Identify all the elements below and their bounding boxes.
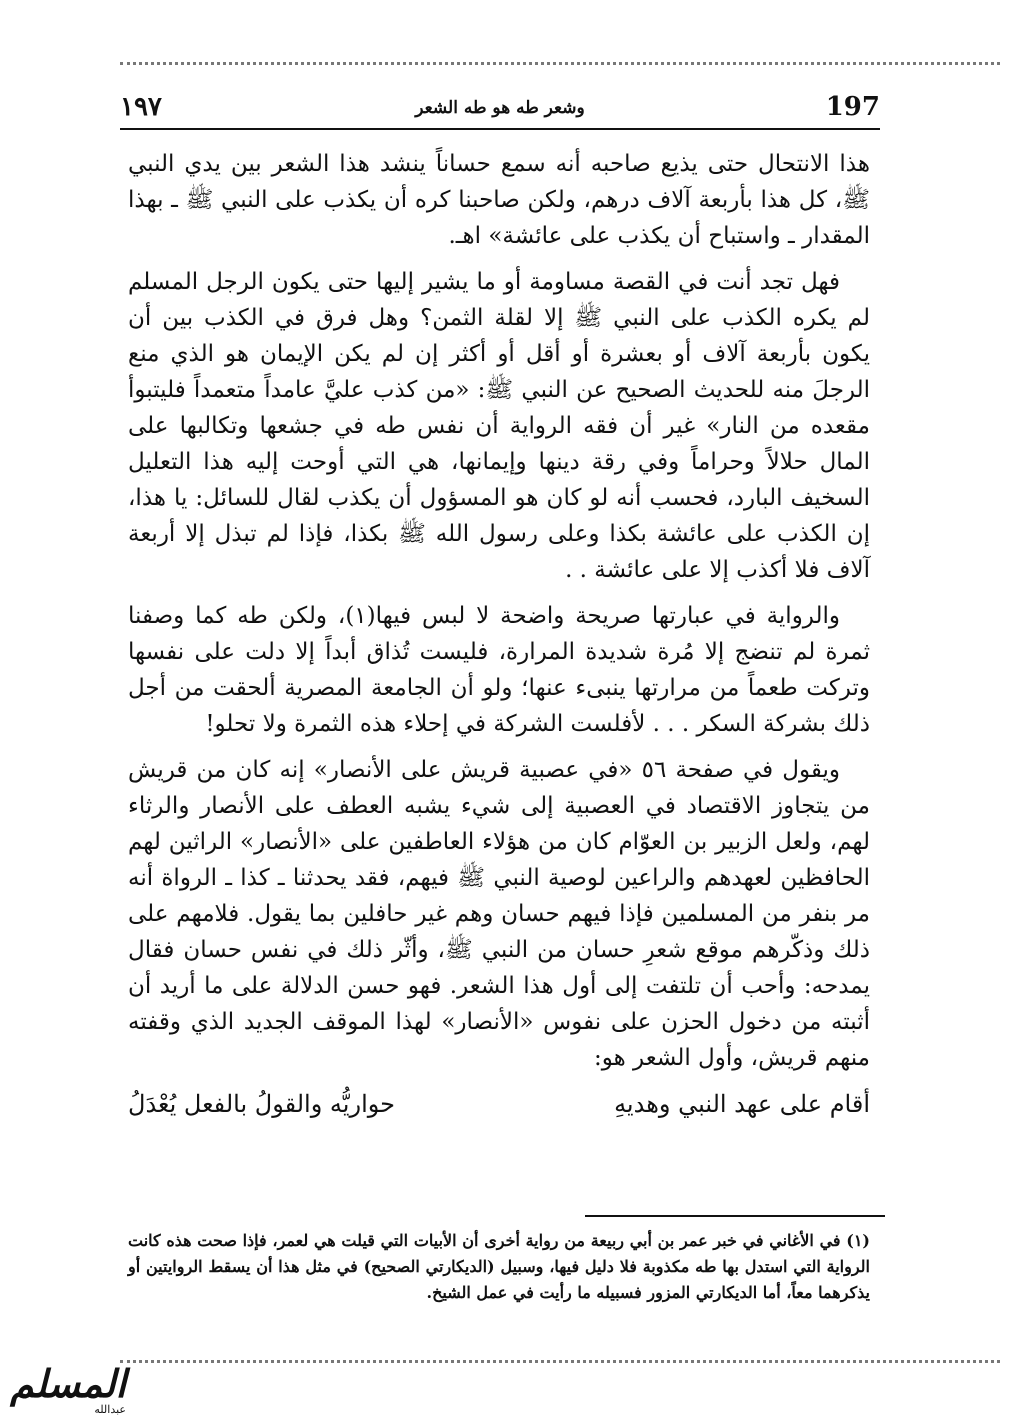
poem-verse [128,1086,870,1122]
footnote: (١) في الأغاني في خبر عمر بن أبي ربيعة من رواية أخرى أن الأبيات التي قيلت هي لعمر، فإذا صحت هذه كانت الرواية التي استدل بها طه مكذوبة فلا دليل فيها، وسبيل (الديكارتي الصحيح) في مثل هذا أن يسقط الروايتين أو يذكرهما معاً، أما الديكارتي المزور فسبيله ما رأيت في عمل الشيخ. [128,1231,870,1302]
watermark-sub: عبدالله [94,1403,126,1416]
verse-first-hemistich: أقام على عهد النبي وهديهِ [614,1090,870,1118]
header-rule [120,128,880,130]
main-text [128,146,870,1122]
paragraph-3: والرواية في عبارتها صريحة واضحة لا لبس فيها(١)، ولكن طه كما وصفنا ثمرة لم تنضج إلا مُرة شديدة المرارة، فليست تُذاق أبداً إلا دلت على نفسها وتركت طعماً من مرارتها ينبىء عنها؛ ولو أن الجامعة المصرية ألحقت من أجل ذلك بشركة السكر . . . لأفلست الشركة في إحلاء هذه الثمرة ولا تحلو! [128,603,870,737]
watermark-logo [6,1361,126,1420]
footnote-rule [585,1215,885,1217]
paragraph-1: هذا الانتحال حتى يذيع صاحبه أنه سمع حساناً ينشد هذا الشعر بين يدي النبي ﷺ، كل هذا بأربعة آلاف درهم، ولكن صاحبنا كره أن يكذب على النبي ﷺ ـ بهذا المقدار ـ واستباح أن يكذب على عائشة» اهـ. [128,151,871,249]
verse-second-hemistich: حواريُّه والقولُ بالفعل يُعْدَلُ [128,1090,395,1118]
page-header [120,92,880,126]
page-number-latin: 197 [825,92,880,122]
paragraph-2: فهل تجد أنت في القصة مساومة أو ما يشير إليها حتى يكون الرجل المسلم لم يكره الكذب على النبي ﷺ إلا لقلة الثمن؟ وهل فرق في الكذب بين أن يكون بأربعة آلاف أو بعشرة أو أقل أو أكثر إن لم يكن الإيمان هو الذي منع الرجلَ منه للحديث الصحيح عن النبي ﷺ: «من كذب عليَّ عامداً متعمداً فليتبوأ مقعده من النار» غير أن فقه الرواية أن نفس طه في جشعها وتكالبها على المال حلالاً وحراماً وفي رقة دينها وإيمانها، هي التي أوحت إليه هذا التعليل السخيف البارد، فحسب أنه لو كان هو المسؤول أن يكذب لقال للسائل: يا هذا، إن الكذب على عائشة بكذا وعلى رسول الله ﷺ بكذا، فإذا لم تبذل إلا أربعة آلاف فلا أكذب إلا على عائشة . . [128,269,870,583]
top-dotted-border [120,62,1000,65]
watermark-main: المسلم [10,1361,126,1406]
running-title: وشعر طه هو طه الشعر [415,98,585,118]
paragraph-4: ويقول في صفحة ٥٦ «في عصبية قريش على الأنصار» إنه كان من قريش من يتجاوز الاقتصاد في العصبية إلى شيء يشبه العطف على الأنصار والرثاء لهم، ولعل الزبير بن العوّام كان من هؤلاء العاطفين على «الأنصار» الراثين لهم الحافظين لعهدهم والراعين لوصية النبي ﷺ فيهم، فقد يحدثنا ـ كذا ـ الرواة أنه مر بنفر من المسلمين فإذا فيهم حسان وهم غير حافلين بما يقول. فلامهم على ذلك وذكّرهم موقع شعرِ حسان من النبي ﷺ، وأثّر ذلك في نفس حسان فقال يمدحه: وأحب أن تلتفت إلى أول هذا الشعر. فهو حسن الدلالة على ما أريد أن أثبته من دخول الحزن على نفوس «الأنصار» لهذا الموقف الجديد الذي وقفته منهم قريش، وأول الشعر هو: [128,757,870,1071]
bottom-dotted-border [120,1360,1000,1363]
page-number-arabic: ١٩٧ [120,92,162,122]
